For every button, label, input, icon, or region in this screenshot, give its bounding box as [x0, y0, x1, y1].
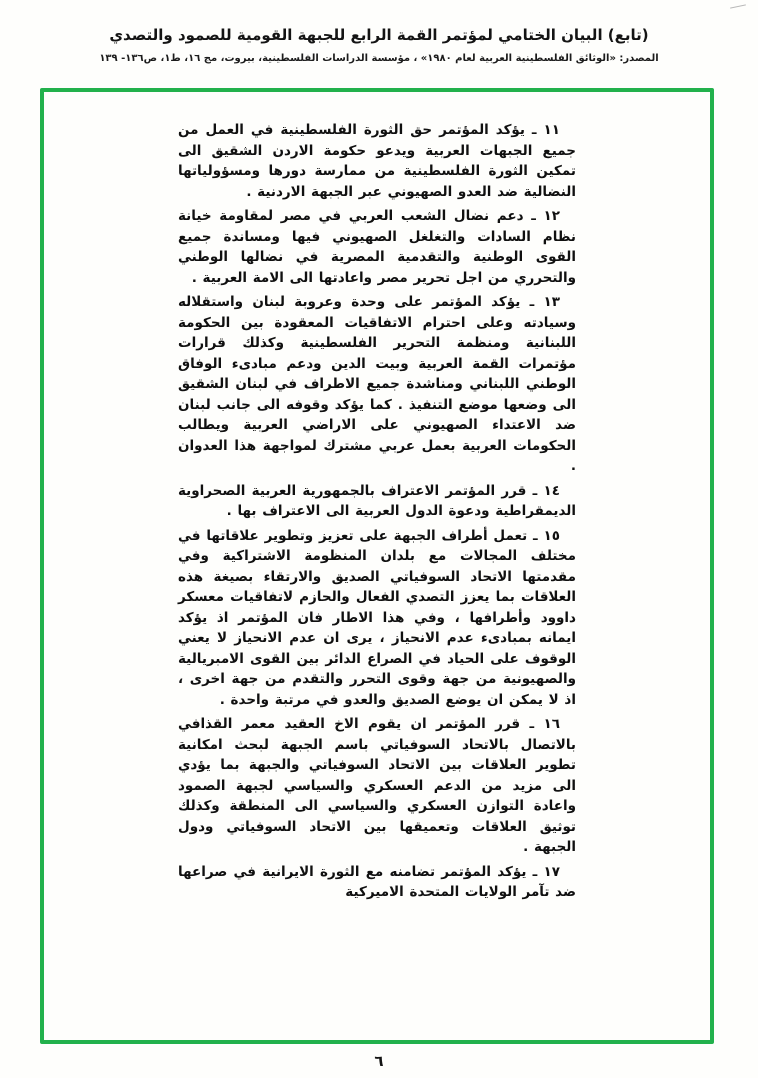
- body-text: [178, 120, 576, 903]
- paragraph-13: ١٣ ـ يؤكد المؤتمر على وحدة وعروبة لبنان واستقلاله وسيادته وعلى احترام الاتفاقيات المعقودة بين الحكومة اللبنانية ومنظمة التحرير الفلسطينية وكذلك قرارات مؤتمرات القمة العربية وبيت الدين ودعم مبادىء الوفاق الوطني اللبناني ومناشدة جميع الاطراف في لبنان الشقيق الى وضعها موضع التنفيذ . كما يؤكد وقوفه الى جانب لبنان ضد الاعتداء الصهيوني على الاراضي العربية ويطالب الحكومات العربية بعمل عربي مشترك لمواجهة هذا العدوان .: [178, 294, 576, 474]
- paragraph-14: ١٤ ـ قرر المؤتمر الاعتراف بالجمهورية العربية الصحراوية الديمقراطية ودعوة الدول العربية الى الاعتراف بها .: [178, 482, 576, 519]
- page-number: ٦: [374, 1052, 384, 1070]
- paragraph-12: ١٢ ـ دعم نضال الشعب العربي في مصر لمقاومة خيانة نظام السادات والتغلغل الصهيوني فيها ومساندة جميع القوى الوطنية والتقدمية المصرية في نضالها الوطني والتحرري من اجل تحرير مصر واعادتها الى الامة العربية .: [178, 208, 576, 286]
- paragraph-15: ١٥ ـ تعمل أطراف الجبهة على تعزيز وتطوير علاقاتها في مختلف المجالات مع بلدان المنظومة الاشتراكية وفي مقدمتها الاتحاد السوفياتي الصديق والارتقاء بصيغة هذه العلاقات بما يعزز التصدي الفعال والحازم لاتفاقيات معسكر داوود وأطرافها ، وفي هذا الاطار فان المؤتمر اذ يؤكد ايمانه بمبادىء عدم الانحياز ، يرى ان عدم الانحياز لا يعني الوقوف على الحياد في الصراع الدائر بين القوى الامبريالية والصهيونية من جهة وقوى التحرر والتقدم من جهة اخرى ، اذ لا يمكن ان يوضع الصديق والعدو في مرتبة واحدة .: [178, 527, 576, 708]
- source-citation: المصدر: «الوثائق الفلسطينية العربية لعام ١٩٨٠» ، مؤسسة الدراسات الفلسطينية، بيروت، مج ١٦، ط١، ص١٣٦- ١٣٩: [99, 53, 659, 64]
- highlight-frame: [40, 88, 714, 1044]
- paragraph-16: ١٦ ـ قرر المؤتمر ان يقوم الاخ العقيد معمر القذافي بالاتصال بالاتحاد السوفياتي باسم الجبهة لبحث امكانية تطوير العلاقات بين الاتحاد السوفياتي والجبهة بما يؤدي الى مزيد من الدعم العسكري والسياسي لجبهة الصمود واعادة التوازن العسكري والسياسي الى المنطقة وكذلك توثيق العلاقات وتعميقها بين الاتحاد السوفياتي ودول الجبهة .: [178, 716, 576, 855]
- document-title: (تابع) البيان الختامي لمؤتمر القمة الرابع للجبهة القومية للصمود والتصدي: [109, 26, 649, 44]
- paragraph-17: ١٧ ـ يؤكد المؤتمر تضامنه مع الثورة الايرانية في صراعها ضد تآمر الولايات المتحدة الاميركية: [178, 863, 576, 900]
- paragraph-11: ١١ ـ يؤكد المؤتمر حق الثورة الفلسطينية في العمل من جميع الجبهات العربية ويدعو حكومة الاردن الشقيق الى تمكين الثورة الفلسطينية من ممارسة دورها ومسؤولياتها النضالية ضد العدو الصهيوني عبر الجبهة الاردنية .: [178, 122, 576, 200]
- document-header: [0, 0, 758, 64]
